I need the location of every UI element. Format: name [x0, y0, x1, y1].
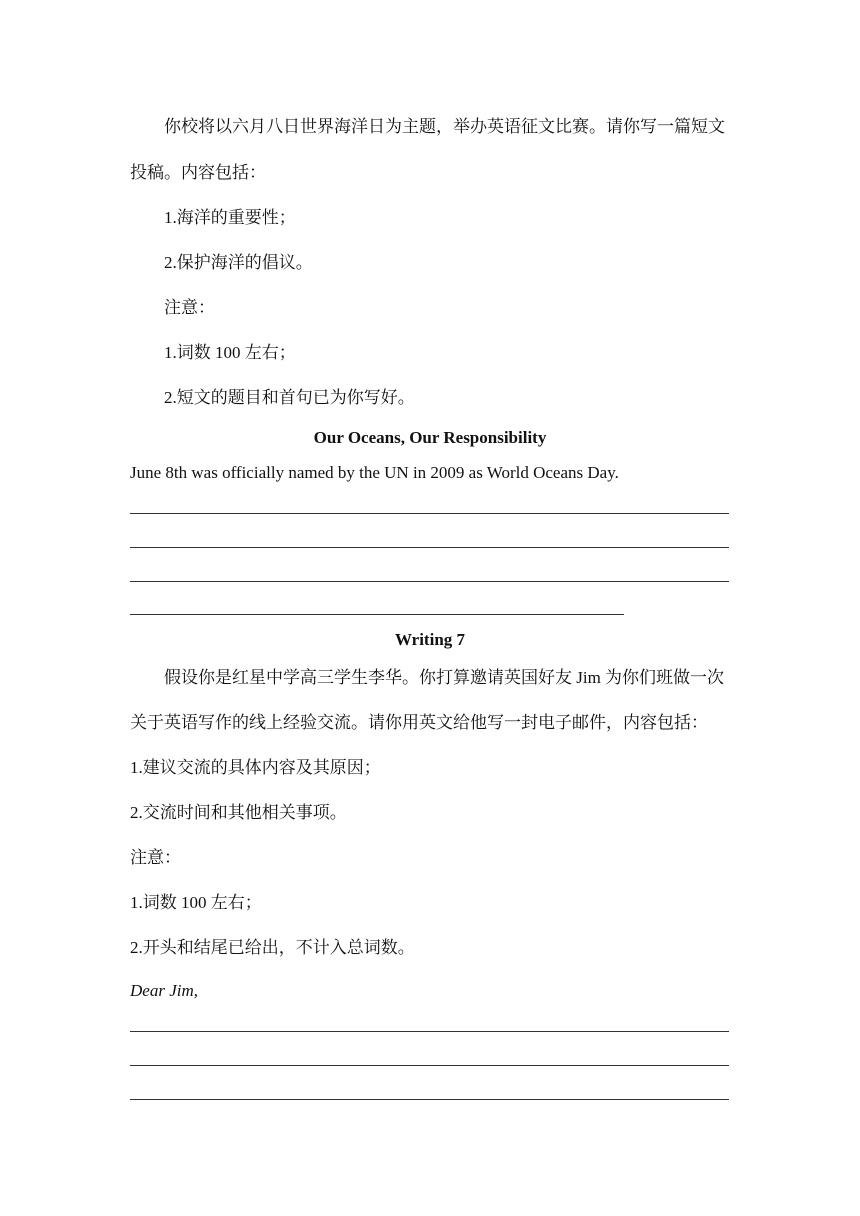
prompt-line-1: 假设你是红星中学高三学生李华。你打算邀请英国好友 Jim 为你们班做一次 — [164, 668, 725, 687]
answer-line — [130, 1099, 729, 1100]
first-sentence: June 8th was officially named by the UN in 2009 as World Oceans Day. — [130, 463, 619, 482]
prompt-line-1: 你校将以六月八日世界海洋日为主题，举办英语征文比赛。请你写一篇短文 — [164, 117, 725, 136]
essay-title: Our Oceans, Our Responsibility — [313, 428, 547, 447]
answer-line — [130, 513, 729, 514]
note-label: 注意： — [130, 848, 181, 867]
prompt-line-2: 关于英语写作的线上经验交流。请你用英文给他写一封电子邮件，内容包括： — [130, 713, 708, 732]
content-item-1: 1.建议交流的具体内容及其原因； — [130, 758, 381, 777]
salutation: Dear Jim, — [130, 981, 198, 1000]
answer-line — [130, 1065, 729, 1066]
answer-line — [130, 1031, 729, 1032]
answer-line — [130, 614, 624, 615]
note-item-2: 2.开头和结尾已给出，不计入总词数。 — [130, 938, 415, 957]
note-item-1: 1.词数 100 左右； — [130, 893, 262, 912]
note-label: 注意： — [164, 298, 215, 317]
note-item-2: 2.短文的题目和首句已为你写好。 — [164, 388, 415, 407]
content-item-2: 2.保护海洋的倡议。 — [164, 253, 313, 272]
content-item-2: 2.交流时间和其他相关事项。 — [130, 803, 347, 822]
note-item-1: 1.词数 100 左右； — [164, 343, 296, 362]
answer-line — [130, 581, 729, 582]
content-item-1: 1.海洋的重要性； — [164, 208, 296, 227]
answer-line — [130, 547, 729, 548]
section-heading: Writing 7 — [394, 630, 466, 649]
prompt-line-2: 投稿。内容包括： — [130, 163, 266, 182]
